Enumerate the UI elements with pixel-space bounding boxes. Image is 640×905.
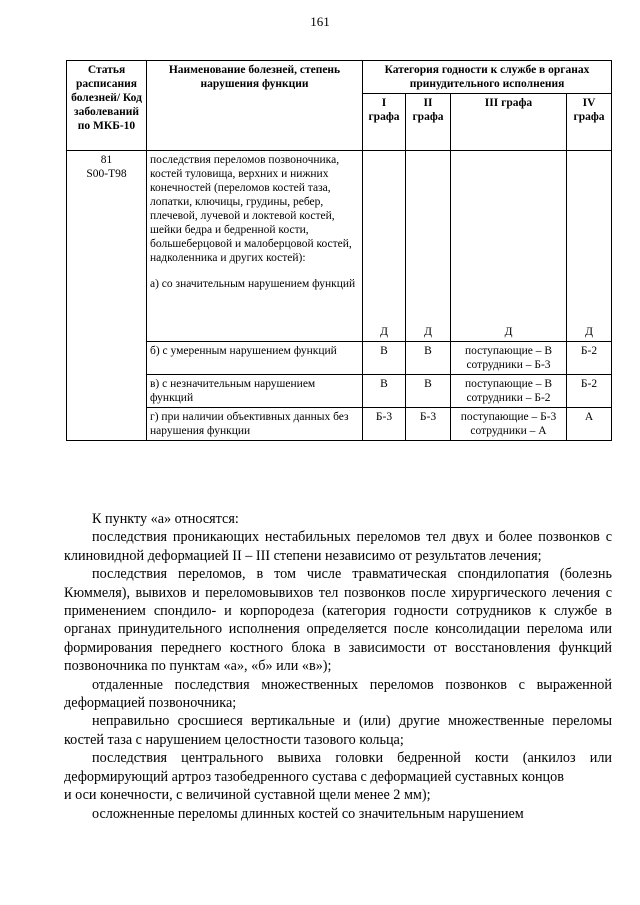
- disease-name-cell: [147, 151, 363, 342]
- paragraph: отдаленные последствия множественных переломов позвонков с выраженной деформацией позвоночника;: [64, 676, 612, 712]
- table-row: [67, 342, 612, 375]
- paragraph: последствия центрального вывиха головки бедренной кости (анкилоз или деформирующий артроз тазобедренного сустава с деформацией суставных концов: [64, 750, 612, 785]
- row-a-name: а) со значительным нарушением функций: [150, 278, 356, 290]
- row-b-grade-2: В: [406, 342, 451, 375]
- table-row: [67, 375, 612, 408]
- row-a-grade-4: Д: [567, 151, 612, 342]
- row-b-grade-1: В: [363, 342, 406, 375]
- row-c-grade-1: В: [363, 375, 406, 408]
- disease-intro: последствия переломов позвоночника, костей туловища, верхних и нижних конечностей (переломов костей таза, лопатки, ключицы, грудины, ребер, плечевой, лучевой и локтевой костей, шейки бедра и бедренной кости, большеберцовой и малоберцовой костей, надколенника и других костей):: [150, 154, 352, 264]
- row-c-grade-2: В: [406, 375, 451, 408]
- row-a-grade-3: Д: [451, 151, 567, 342]
- row-c-name: в) с незначительным нарушением функций: [147, 375, 363, 408]
- body-text: [64, 510, 612, 823]
- row-a-grade-1: Д: [363, 151, 406, 342]
- article-code: S00-T98: [86, 168, 127, 180]
- paragraph: последствия проникающих нестабильных переломов тел двух и более позвонков с клиновидной деформацией II – III степени независимо от результатов лечения;: [64, 529, 612, 564]
- row-c-grade-3: поступающие – В сотрудники – Б-2: [451, 375, 567, 408]
- row-b-grade-4: Б-2: [567, 342, 612, 375]
- article-number: 81: [100, 154, 113, 166]
- paragraph: последствия переломов, в том числе травматическая спондилопатия (болезнь Кюммеля), вывихов и переломовывихов тел позвонков после хирургического лечения с применением спондило- и корпородеза (категория годности сотрудников к службе в органах принудительного исполнения определяется после консолидации перелома или формирования переднего костного блока в зависимости от восстановления функций позвоночника по пунктам «а», «б» или «в»);: [64, 566, 612, 675]
- row-b-grade-3: поступающие – В сотрудники – Б-3: [451, 342, 567, 375]
- paragraph-continuation: и оси конечности, с величиной суставной щели менее 2 мм);: [64, 787, 431, 804]
- row-c-grade-4: Б-2: [567, 375, 612, 408]
- row-d-grade-3: поступающие – Б-3 сотрудники – А: [451, 408, 567, 441]
- header-category: Категория годности к службе в органах принудительного исполнения: [363, 61, 612, 94]
- paragraph: неправильно сросшиеся вертикальные и (или) другие множественные переломы костей таза с нарушением целостности тазового кольца;: [64, 713, 612, 748]
- disease-schedule-table: [66, 60, 612, 441]
- page-number: 161: [310, 14, 330, 29]
- header-grade-1: I графа: [363, 94, 406, 151]
- table-row: [67, 151, 612, 342]
- table-row: [67, 408, 612, 441]
- paragraph-heading: К пункту «а» относятся:: [92, 511, 239, 527]
- row-d-grade-4: А: [567, 408, 612, 441]
- paragraph: осложненные переломы длинных костей со значительным нарушением: [92, 805, 524, 822]
- row-b-name: б) с умеренным нарушением функций: [147, 342, 363, 375]
- header-grade-2: II графа: [406, 94, 451, 151]
- row-d-grade-2: Б-3: [406, 408, 451, 441]
- header-grade-4: IV графа: [567, 94, 612, 151]
- row-d-name: г) при наличии объективных данных без нарушения функции: [147, 408, 363, 441]
- row-d-grade-1: Б-3: [363, 408, 406, 441]
- header-article: Статья расписания болезней/ Код заболеваний по МКБ-10: [67, 61, 147, 151]
- row-a-grade-2: Д: [406, 151, 451, 342]
- header-grade-3: III графа: [451, 94, 567, 151]
- header-disease-name: Наименование болезней, степень нарушения функции: [147, 61, 363, 151]
- article-cell: [67, 151, 147, 441]
